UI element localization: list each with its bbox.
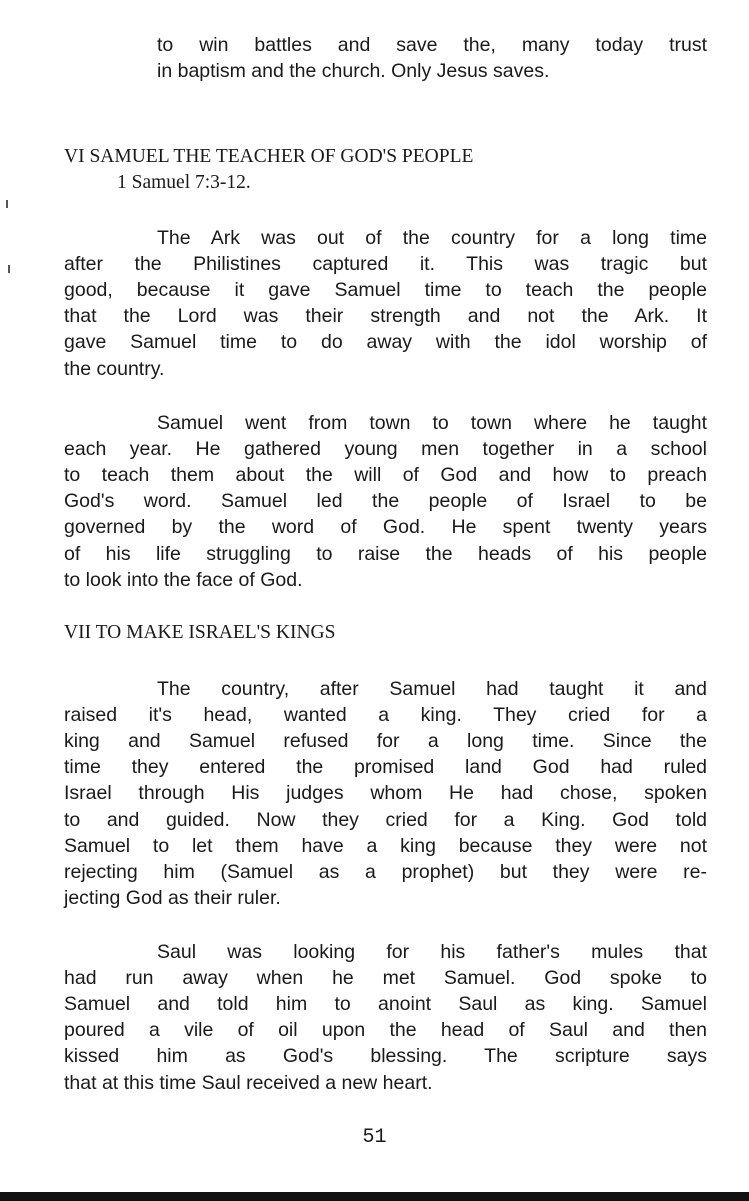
section-heading-line: VII TO MAKE ISRAEL'S KINGS [64,622,336,643]
paragraph-line: of his life struggling to raise the heads of his people [64,542,707,565]
paragraph-line: jecting God as their ruler. [64,886,281,909]
paragraph-line: good, because it gave Samuel time to teach the people [64,279,707,302]
paragraph-line: Samuel and told him to anoint Saul as king. Samuel [64,993,707,1016]
paragraph-line: The country, after Samuel had taught it and [157,678,707,700]
paragraph-line: Samuel to let them have a king because they were not [64,834,707,857]
paragraph-line: Samuel went from town to town where he taught [157,412,707,434]
paragraph-line: had run away when he met Samuel. God spoke to [64,967,707,990]
scan-speck [6,200,8,208]
scan-speck [8,265,10,273]
paragraph-line: God's word. Samuel led the people of Israel to be [64,490,707,513]
paragraph-line: to look into the face of God. [64,568,303,591]
paragraph-line: governed by the word of God. He spent twenty years [64,516,707,539]
paragraph-line: in baptism and the church. Only Jesus saves. [157,60,550,83]
scan-border [0,1192,749,1201]
paragraph-line: to teach them about the will of God and how to preach [64,464,707,487]
paragraph-line: the country. [64,357,165,380]
paragraph-line: gave Samuel time to do away with the idol worship of [64,331,707,354]
paragraph-line: rejecting him (Samuel as a prophet) but they were re- [64,860,707,883]
paragraph-line: that the Lord was their strength and not the Ark. It [64,305,707,328]
section-heading-line: VI SAMUEL THE TEACHER OF GOD'S PEOPLE [64,146,474,167]
paragraph-line: each year. He gathered young men together in a school [64,438,707,461]
paragraph-line: king and Samuel refused for a long time. Since the [64,730,707,753]
section-heading-line: 1 Samuel 7:3-12. [117,172,251,194]
paragraph-line: raised it's head, wanted a king. They cried for a [64,704,707,727]
page-number: 51 [362,1126,387,1149]
paragraph-line: poured a vile of oil upon the head of Saul and then [64,1019,707,1042]
paragraph-line: that at this time Saul received a new heart. [64,1071,433,1094]
paragraph-line: Saul was looking for his father's mules that [157,941,707,963]
paragraph-line: The Ark was out of the country for a long time [157,227,707,249]
paragraph-line: to win battles and save the, many today trust [157,34,707,56]
paragraph-line: after the Philistines captured it. This was tragic but [64,253,707,276]
paragraph-line: kissed him as God's blessing. The scripture says [64,1045,707,1068]
paragraph-line: time they entered the promised land God had ruled [64,756,707,779]
paragraph-line: to and guided. Now they cried for a King. God told [64,808,707,831]
paragraph-line: Israel through His judges whom He had chose, spoken [64,782,707,805]
